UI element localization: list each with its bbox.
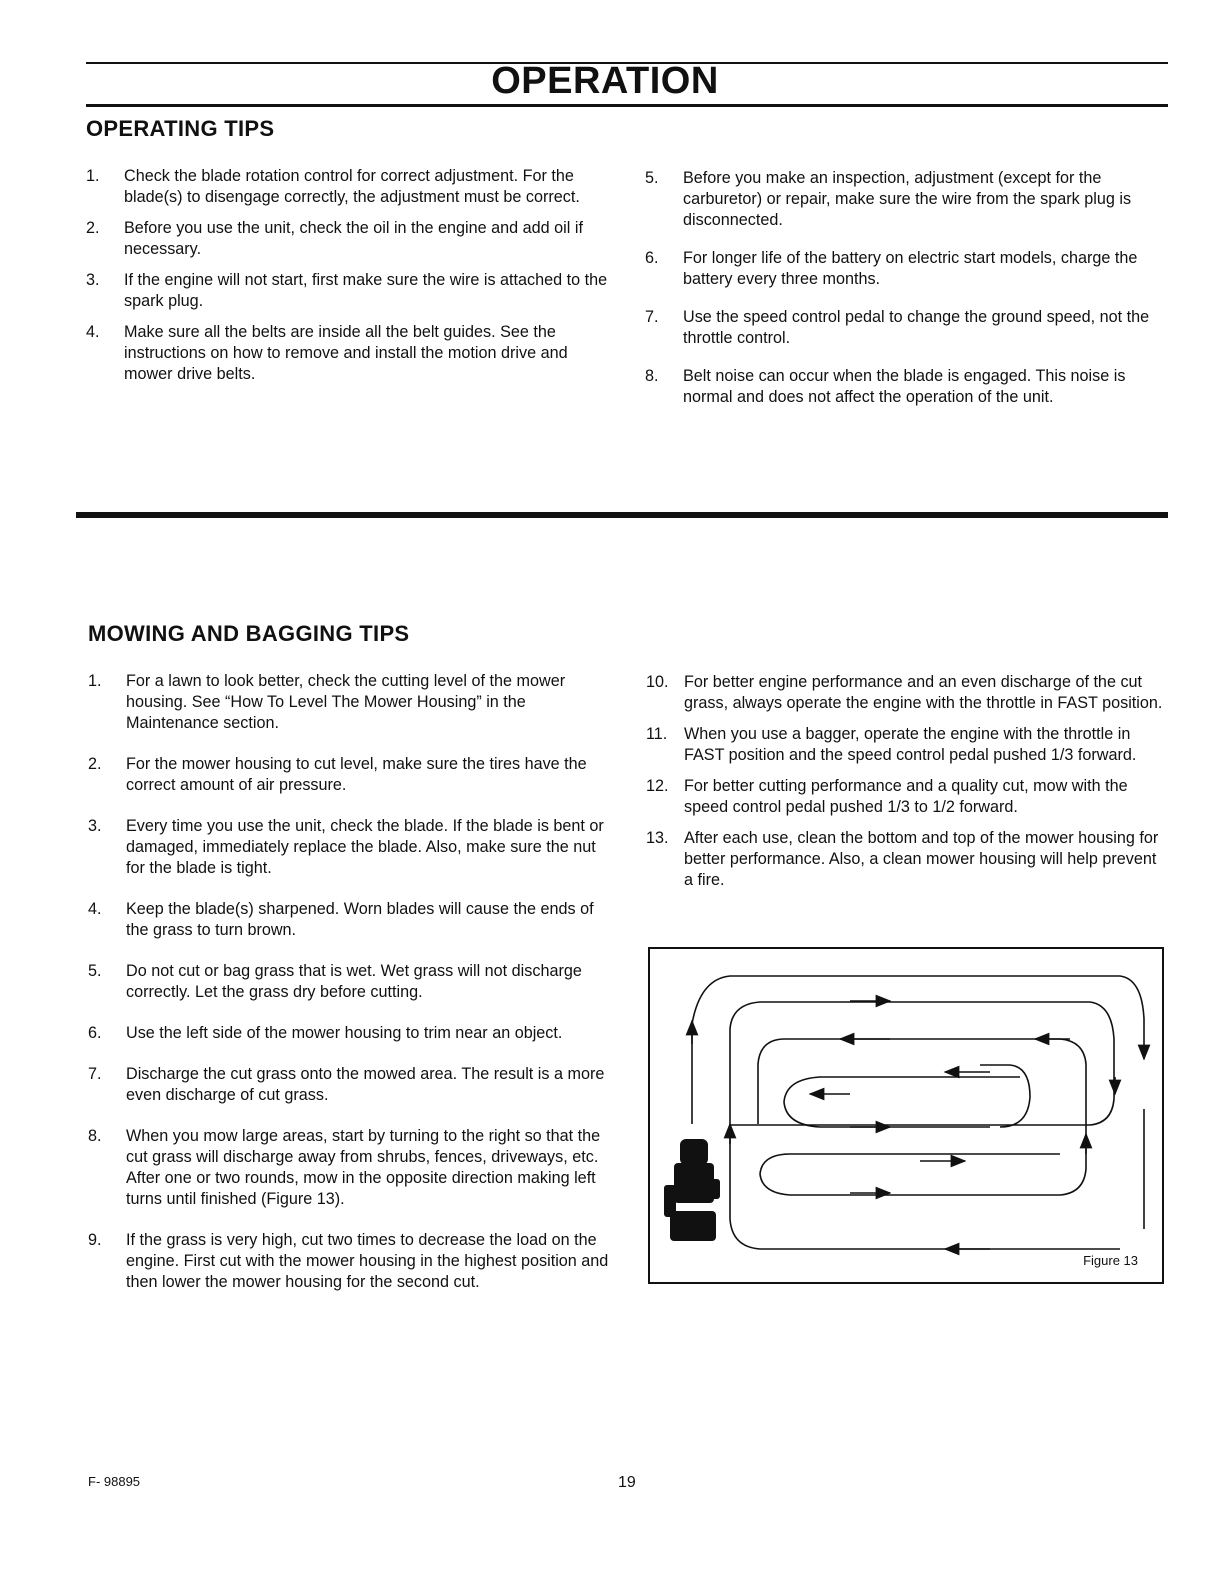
mowing-tips-heading: MOWING AND BAGGING TIPS	[88, 621, 410, 646]
section-divider	[76, 512, 1168, 518]
item-number: 10.	[646, 673, 669, 691]
operating-tips-left-column	[86, 166, 612, 385]
list-item	[86, 218, 612, 260]
list-item	[646, 672, 1168, 714]
item-text: Discharge the cut grass onto the mowed area. The result is a more even discharge of cut grass.	[126, 1065, 605, 1104]
list-item	[88, 899, 614, 941]
item-number: 6.	[645, 249, 659, 267]
tractor-icon	[664, 1139, 720, 1241]
path-loop-1	[692, 976, 1144, 1059]
header-rule-bottom	[86, 104, 1168, 107]
list-item	[645, 168, 1167, 231]
item-number: 5.	[645, 169, 659, 187]
mowing-tips-left-column	[88, 671, 614, 1293]
item-number: 12.	[646, 777, 669, 795]
item-number: 9.	[88, 1231, 102, 1249]
item-number: 8.	[645, 367, 659, 385]
operating-tips-heading: OPERATING TIPS	[86, 116, 275, 141]
item-text: Use the speed control pedal to change the ground speed, not the throttle control.	[683, 308, 1150, 347]
list-item	[88, 1126, 614, 1210]
item-number: 5.	[88, 962, 102, 980]
list-item	[88, 1230, 614, 1293]
item-text: Keep the blade(s) sharpened. Worn blades will cause the ends of the grass to turn brown.	[126, 900, 594, 939]
item-text: Every time you use the unit, check the blade. If the blade is bent or damaged, immediately replace the blade. Also, make sure the nut for the blade is tight.	[126, 817, 604, 877]
figure-13	[648, 947, 1164, 1284]
item-number: 7.	[88, 1065, 102, 1083]
mowing-tips-right-column	[646, 672, 1168, 891]
document-code: F- 98895	[88, 1474, 141, 1489]
item-text: When you mow large areas, start by turning to the right so that the cut grass will discharge away from shrubs, fences, driveways, etc. After one or two rounds, mow in the opposite direction making left turns until finished (Figure 13).	[126, 1127, 601, 1208]
list-item	[645, 307, 1167, 349]
item-number: 7.	[645, 308, 659, 326]
item-text: Do not cut or bag grass that is wet. Wet grass will not discharge correctly. Let the grass dry before cutting.	[126, 962, 582, 1001]
list-item	[88, 961, 614, 1003]
item-text: For better cutting performance and a quality cut, mow with the speed control pedal pushed 1/3 to 1/2 forward.	[684, 777, 1128, 816]
list-item	[88, 1023, 614, 1044]
list-item	[88, 754, 614, 796]
item-number: 4.	[88, 900, 102, 918]
item-number: 4.	[86, 323, 100, 341]
list-item	[86, 322, 612, 385]
item-text: For a lawn to look better, check the cutting level of the mower housing. See “How To Level The Mower Housing” in the Maintenance section.	[126, 672, 566, 732]
path-loop-inner	[784, 1077, 1020, 1127]
list-item	[88, 816, 614, 879]
mowing-pattern-diagram	[650, 949, 1162, 1282]
item-number: 3.	[88, 817, 102, 835]
item-text: For longer life of the battery on electric start models, charge the battery every three months.	[683, 249, 1138, 288]
item-number: 3.	[86, 271, 100, 289]
item-number: 6.	[88, 1024, 102, 1042]
list-item	[86, 166, 612, 208]
item-number: 1.	[86, 167, 100, 185]
path-loop-bottom	[730, 1219, 1120, 1249]
item-text: For better engine performance and an even discharge of the cut grass, always operate the engine with the throttle in FAST position.	[684, 673, 1163, 712]
path-loop-3	[758, 1039, 1086, 1195]
page-number: 19	[618, 1474, 636, 1491]
item-number: 1.	[88, 672, 102, 690]
list-item	[646, 724, 1168, 766]
list-item	[645, 366, 1167, 408]
item-text: When you use a bagger, operate the engine with the throttle in FAST position and the speed control pedal pushed 1/3 forward.	[684, 725, 1137, 764]
item-text: Use the left side of the mower housing to trim near an object.	[126, 1024, 563, 1042]
item-text: Before you use the unit, check the oil in the engine and add oil if necessary.	[124, 219, 583, 258]
item-text: If the grass is very high, cut two times to decrease the load on the engine. First cut with the mower housing in the highest position and then lower the mower housing for the second cut.	[126, 1231, 609, 1291]
page-title: OPERATION	[491, 60, 719, 102]
item-text: Make sure all the belts are inside all the belt guides. See the instructions on how to remove and install the motion drive and mower drive belts.	[124, 323, 568, 383]
item-text: Check the blade rotation control for correct adjustment. For the blade(s) to disengage correctly, the adjustment must be correct.	[124, 167, 580, 206]
list-item	[646, 776, 1168, 818]
list-item	[86, 270, 612, 312]
list-item	[645, 248, 1167, 290]
list-item	[646, 828, 1168, 891]
item-text: Before you make an inspection, adjustment (except for the carburetor) or repair, make sure the wire from the spark plug is disconnected.	[683, 169, 1132, 229]
item-text: If the engine will not start, first make sure the wire is attached to the spark plug.	[124, 271, 608, 310]
item-text: Belt noise can occur when the blade is engaged. This noise is normal and does not affect the operation of the unit.	[683, 367, 1126, 406]
item-number: 8.	[88, 1127, 102, 1145]
item-text: After each use, clean the bottom and top of the mower housing for better performance. Also, a clean mower housing will help prevent a fire.	[684, 829, 1159, 889]
item-number: 11.	[646, 725, 668, 743]
path-loop-inner-right	[980, 1065, 1030, 1127]
list-item	[88, 1064, 614, 1106]
figure-caption: Figure 13	[1083, 1253, 1138, 1268]
item-number: 2.	[86, 219, 100, 237]
item-number: 13.	[646, 829, 669, 847]
operating-tips-right-column	[645, 168, 1167, 408]
item-text: For the mower housing to cut level, make sure the tires have the correct amount of air pressure.	[126, 755, 587, 794]
list-item	[88, 671, 614, 734]
item-number: 2.	[88, 755, 102, 773]
path-loop-2	[730, 1002, 1114, 1219]
